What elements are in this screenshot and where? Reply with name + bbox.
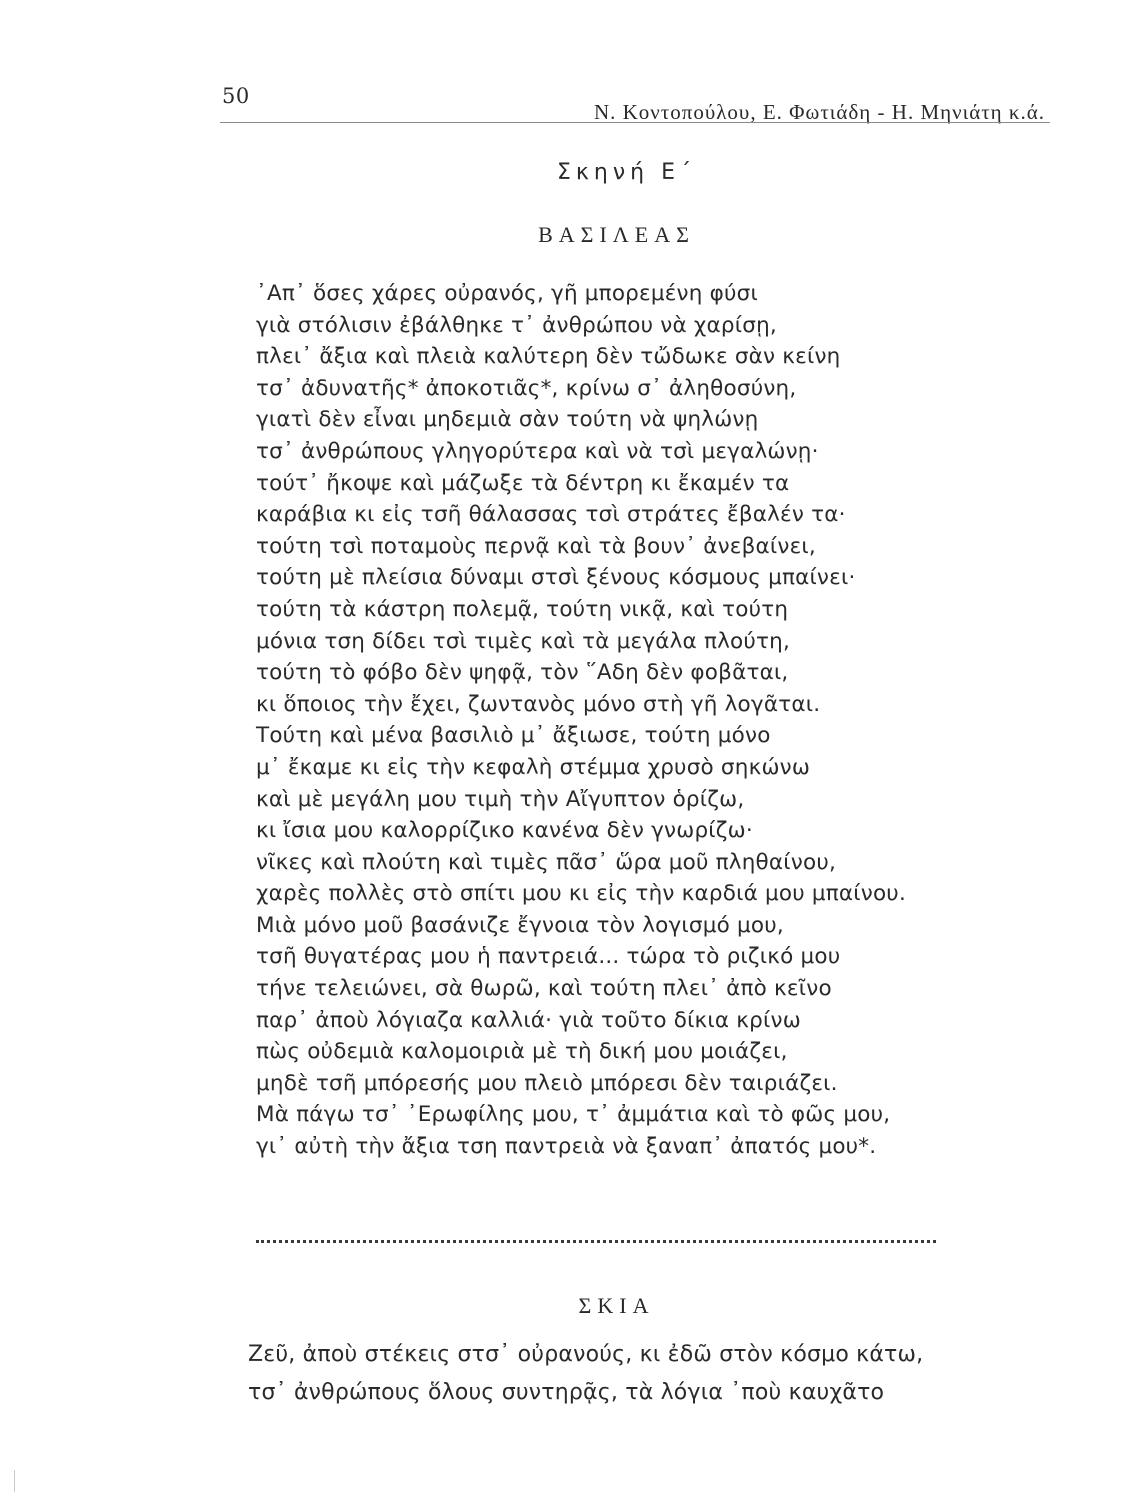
omission-dotted-line: [256, 1240, 936, 1243]
verse-line: τούτη τὸ φόβο δὲν ψηφᾷ, τὸν ῞Αδη δὲν φοβᾶται,: [256, 660, 789, 686]
verse-line: τσ᾽ ἀνθρώπους γληγορύτερα καὶ νὰ τσὶ μεγαλώνῃ·: [256, 438, 819, 464]
verse-line: καὶ μὲ μεγάλη μου τιμὴ τὴν Αἴγυπτον ὁρίζω,: [256, 786, 745, 812]
verse-block-king: [256, 278, 1016, 1163]
verse-line: τσ᾽ ἀδυνατῆς* ἀποκοτιᾶς*, κρίνω σ᾽ ἀληθοσύνη,: [256, 375, 797, 401]
verse-line: τούτ᾽ ἤκοψε καὶ μάζωξε τὰ δέντρη κι ἔκαμέν τα: [256, 470, 790, 496]
verse-line: τσ᾽ ἀνθρώπους ὅλους συντηρᾷς, τὰ λόγια ᾽ποὺ καυχᾶτο: [248, 1380, 885, 1405]
verse-line: τσῆ θυγατέρας μου ἡ παντρειά... τώρα τὸ ριζικό μου: [256, 944, 841, 970]
verse-line: πλει᾽ ἄξια καὶ πλειὰ καλύτερη δὲν τὤδωκε σὰν κείνη: [256, 344, 841, 370]
verse-line: τούτη τὰ κάστρη πολεμᾷ, τούτη νικᾷ, καὶ τούτη: [256, 596, 789, 622]
header-rule: [220, 122, 1050, 123]
verse-line: μηδὲ τσῆ μπόρεσής μου πλειὸ μπόρεσι δὲν ταιριάζει.: [256, 1070, 838, 1096]
scene-title: Σκηνή Ε΄: [557, 160, 696, 185]
verse-line: κι ὅποιος τὴν ἔχει, ζωντανὸς μόνο στὴ γῆ λογᾶται.: [256, 691, 821, 717]
scan-margin-mark: [14, 1470, 23, 1492]
verse-line: χαρὲς πολλὲς στὸ σπίτι μου κι εἰς τὴν καρδιά μου μπαίνου.: [256, 881, 906, 907]
verse-line: Ζεῦ, ἀποὺ στέκεις στσ᾽ οὐρανούς, κι ἐδῶ στὸν κόσμο κάτω,: [248, 1342, 924, 1367]
speaker-name-king: ΒΑΣΙΛΕΑΣ: [538, 222, 695, 247]
verse-line: γιατὶ δὲν εἶναι μηδεμιὰ σὰν τούτη νὰ ψηλώνῃ: [256, 407, 759, 433]
verse-line: Μιὰ μόνο μοῦ βασάνιζε ἔγνοια τὸν λογισμό μου,: [256, 912, 784, 938]
verse-line: πὼς οὐδεμιὰ καλομοιριὰ μὲ τὴ δική μου μοιάζει,: [256, 1039, 788, 1065]
verse-line: ᾽Απ᾽ ὅσες χάρες οὐρανός, γῆ μπορεμένη φύσι: [256, 281, 758, 306]
verse-line: τήνε τελειώνει, σὰ θωρῶ, καὶ τούτη πλει᾽ ἀπὸ κεῖνο: [256, 976, 832, 1002]
verse-line: μ᾽ ἔκαμε κι εἰς τὴν κεφαλὴ στέμμα χρυσὸ σηκώνω: [256, 754, 811, 780]
verse-line: τούτη τσὶ ποταμοὺς περνᾷ καὶ τὰ βουν᾽ ἀνεβαίνει,: [256, 533, 816, 559]
verse-line: καράβια κι εἰς τσῆ θάλασσας τσὶ στράτες ἔβαλέν τα·: [256, 502, 846, 528]
verse-block-ghost: [248, 1336, 1028, 1412]
verse-line: παρ᾽ ἀποὺ λόγιαζα καλλιά· γιὰ τοῦτο δίκια κρίνω: [256, 1007, 801, 1033]
verse-line: Τούτη καὶ μένα βασιλιὸ μ᾽ ἄξιωσε, τούτη μόνο: [256, 723, 771, 749]
page-number: 50: [222, 84, 250, 108]
verse-line: γι᾽ αὐτὴ τὴν ἄξια τση παντρειὰ νὰ ξαναπ᾽ ἀπατός μου*.: [256, 1134, 877, 1160]
speaker-name-ghost: ΣΚΙΑ: [578, 1293, 655, 1318]
verse-line: μόνια τση δίδει τσὶ τιμὲς καὶ τὰ μεγάλα πλούτη,: [256, 628, 791, 654]
verse-line: νῖκες καὶ πλούτη καὶ τιμὲς πᾶσ᾽ ὥρα μοῦ πληθαίνου,: [256, 849, 837, 875]
verse-line: γιὰ στόλισιν ἐβάλθηκε τ᾽ ἀνθρώπου νὰ χαρίσῃ,: [256, 312, 777, 338]
verse-line: Μὰ πάγω τσ᾽ ᾽Ερωφίλης μου, τ᾽ ἀμμάτια καὶ τὸ φῶς μου,: [256, 1102, 891, 1128]
running-head: Ν. Κοντοπούλου, Ε. Φωτιάδη - Η. Μηνιάτη κ.ά.: [593, 100, 1045, 124]
verse-line: τούτη μὲ πλείσια δύναμι στσὶ ξένους κόσμους μπαίνει·: [256, 565, 856, 591]
verse-line: κι ἴσια μου καλορρίζικο κανένα δὲν γνωρίζω·: [256, 818, 753, 844]
